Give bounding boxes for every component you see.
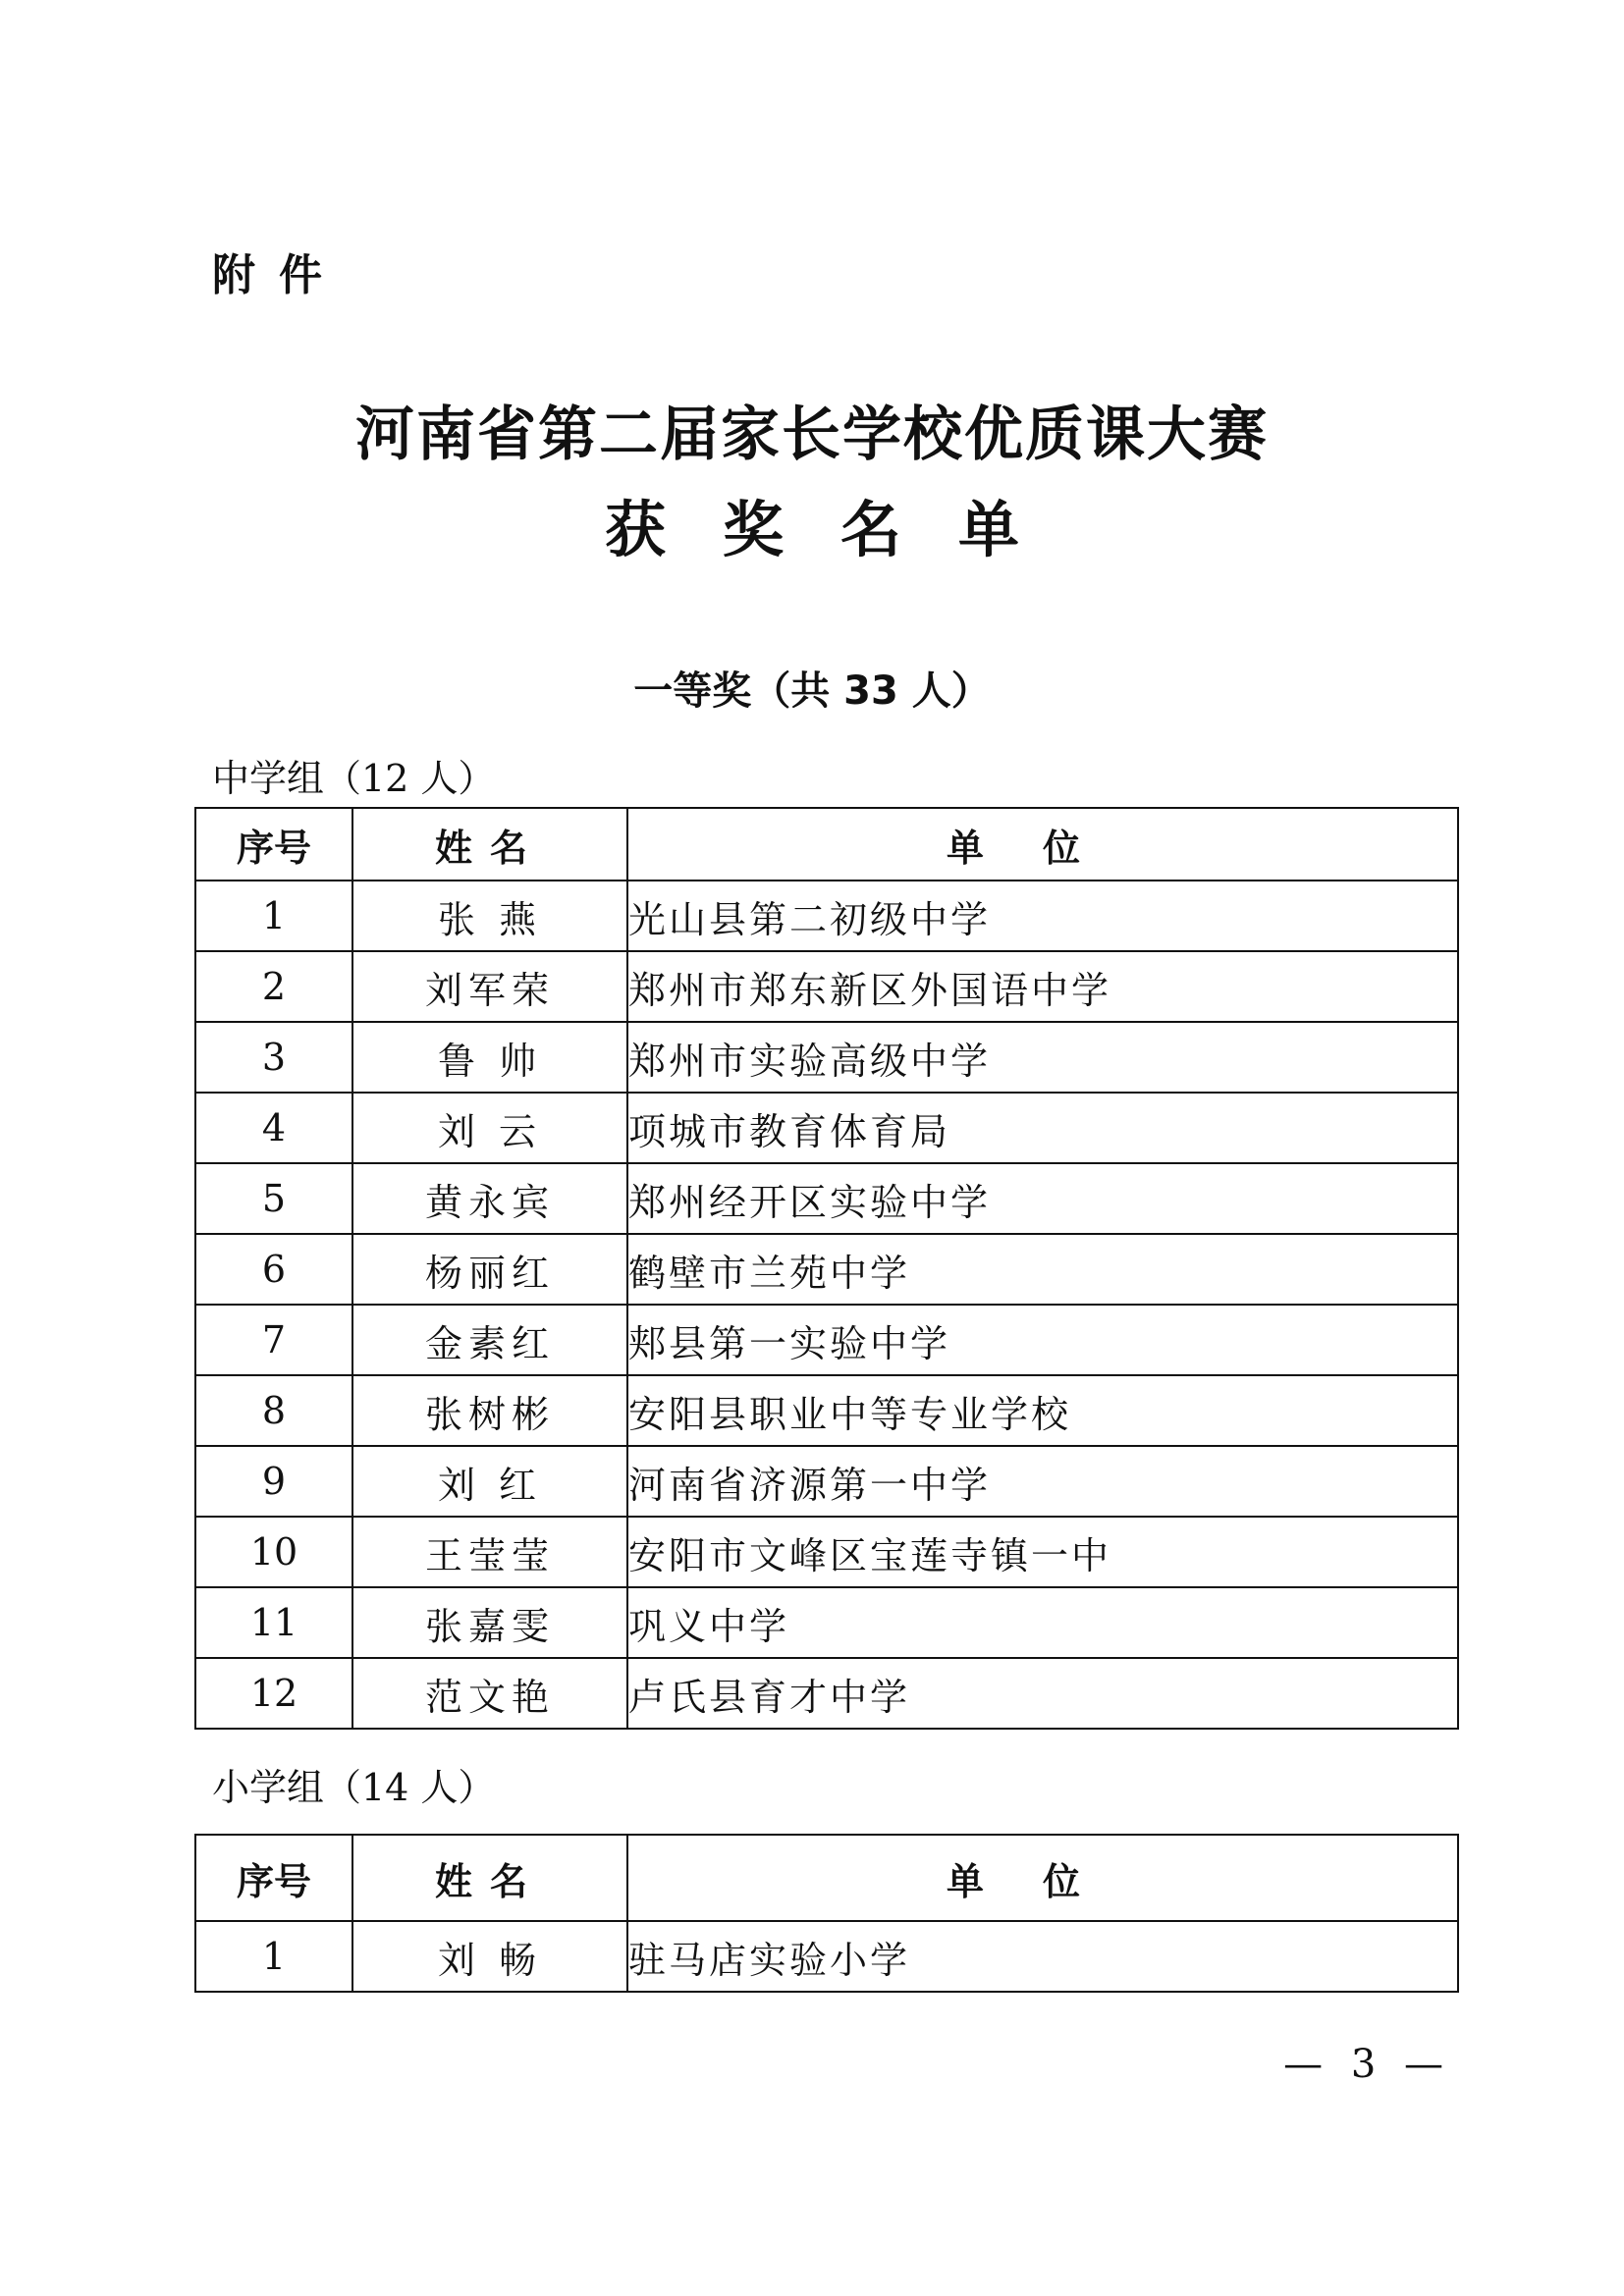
table-row bbox=[195, 1446, 1458, 1517]
row-unit: 项城市教育体育局 bbox=[627, 1093, 1458, 1163]
table-row bbox=[195, 1658, 1458, 1729]
table-row bbox=[195, 1022, 1458, 1093]
row-unit: 安阳市文峰区宝莲寺镇一中 bbox=[627, 1517, 1458, 1587]
row-name: 金素红 bbox=[352, 1305, 627, 1375]
row-name: 张树彬 bbox=[352, 1375, 627, 1446]
row-name: 张嘉雯 bbox=[352, 1587, 627, 1658]
row-no: 1 bbox=[195, 1921, 352, 1992]
row-name: 王莹莹 bbox=[352, 1517, 627, 1587]
document-title: 河南省第二届家长学校优质课大赛 bbox=[355, 400, 1269, 469]
row-name: 鲁 帅 bbox=[352, 1022, 627, 1093]
row-no: 7 bbox=[195, 1305, 352, 1375]
row-unit: 郑州市郑东新区外国语中学 bbox=[627, 951, 1458, 1022]
prize-heading: 一等奖（共 33 人） bbox=[633, 668, 991, 714]
header-name: 姓名 bbox=[352, 808, 627, 881]
row-name: 杨丽红 bbox=[352, 1234, 627, 1305]
row-name: 刘 云 bbox=[352, 1093, 627, 1163]
page-number: — 3 — bbox=[1283, 2042, 1451, 2087]
row-unit: 巩义中学 bbox=[627, 1587, 1458, 1658]
row-no: 2 bbox=[195, 951, 352, 1022]
row-no: 5 bbox=[195, 1163, 352, 1234]
middle-group-table bbox=[194, 807, 1459, 1730]
table-header-row bbox=[195, 808, 1458, 881]
attachment-label: 附件 bbox=[212, 250, 346, 300]
row-unit: 鹤壁市兰苑中学 bbox=[627, 1234, 1458, 1305]
table-row bbox=[195, 1517, 1458, 1587]
table-row bbox=[195, 1234, 1458, 1305]
row-name: 刘 畅 bbox=[352, 1921, 627, 1992]
row-unit: 河南省济源第一中学 bbox=[627, 1446, 1458, 1517]
row-name: 张 燕 bbox=[352, 881, 627, 951]
table-row bbox=[195, 1375, 1458, 1446]
row-unit: 卢氏县育才中学 bbox=[627, 1658, 1458, 1729]
table-row bbox=[195, 1093, 1458, 1163]
table-row bbox=[195, 881, 1458, 951]
table-row bbox=[195, 951, 1458, 1022]
row-no: 11 bbox=[195, 1587, 352, 1658]
row-unit: 驻马店实验小学 bbox=[627, 1921, 1458, 1992]
table-row bbox=[195, 1305, 1458, 1375]
header-no: 序号 bbox=[195, 808, 352, 881]
row-no: 4 bbox=[195, 1093, 352, 1163]
row-unit: 郑州市实验高级中学 bbox=[627, 1022, 1458, 1093]
header-name: 姓名 bbox=[352, 1835, 627, 1921]
table-row bbox=[195, 1163, 1458, 1234]
row-unit: 郏县第一实验中学 bbox=[627, 1305, 1458, 1375]
row-no: 12 bbox=[195, 1658, 352, 1729]
primary-group-label: 小学组（14 人） bbox=[212, 1766, 496, 1809]
row-name: 黄永宾 bbox=[352, 1163, 627, 1234]
table-row bbox=[195, 1921, 1458, 1992]
row-no: 3 bbox=[195, 1022, 352, 1093]
document-subtitle: 获奖名单 bbox=[604, 494, 1076, 565]
row-unit: 安阳县职业中等专业学校 bbox=[627, 1375, 1458, 1446]
row-name: 刘军荣 bbox=[352, 951, 627, 1022]
header-unit: 单位 bbox=[627, 808, 1458, 881]
row-no: 6 bbox=[195, 1234, 352, 1305]
row-name: 范文艳 bbox=[352, 1658, 627, 1729]
row-unit: 郑州经开区实验中学 bbox=[627, 1163, 1458, 1234]
row-unit: 光山县第二初级中学 bbox=[627, 881, 1458, 951]
row-no: 10 bbox=[195, 1517, 352, 1587]
table-row bbox=[195, 1587, 1458, 1658]
header-unit: 单位 bbox=[627, 1835, 1458, 1921]
primary-group-table bbox=[194, 1834, 1459, 1993]
table-header-row bbox=[195, 1835, 1458, 1921]
row-no: 9 bbox=[195, 1446, 352, 1517]
row-no: 1 bbox=[195, 881, 352, 951]
middle-group-label: 中学组（12 人） bbox=[212, 757, 496, 800]
row-name: 刘 红 bbox=[352, 1446, 627, 1517]
row-no: 8 bbox=[195, 1375, 352, 1446]
header-no: 序号 bbox=[195, 1835, 352, 1921]
